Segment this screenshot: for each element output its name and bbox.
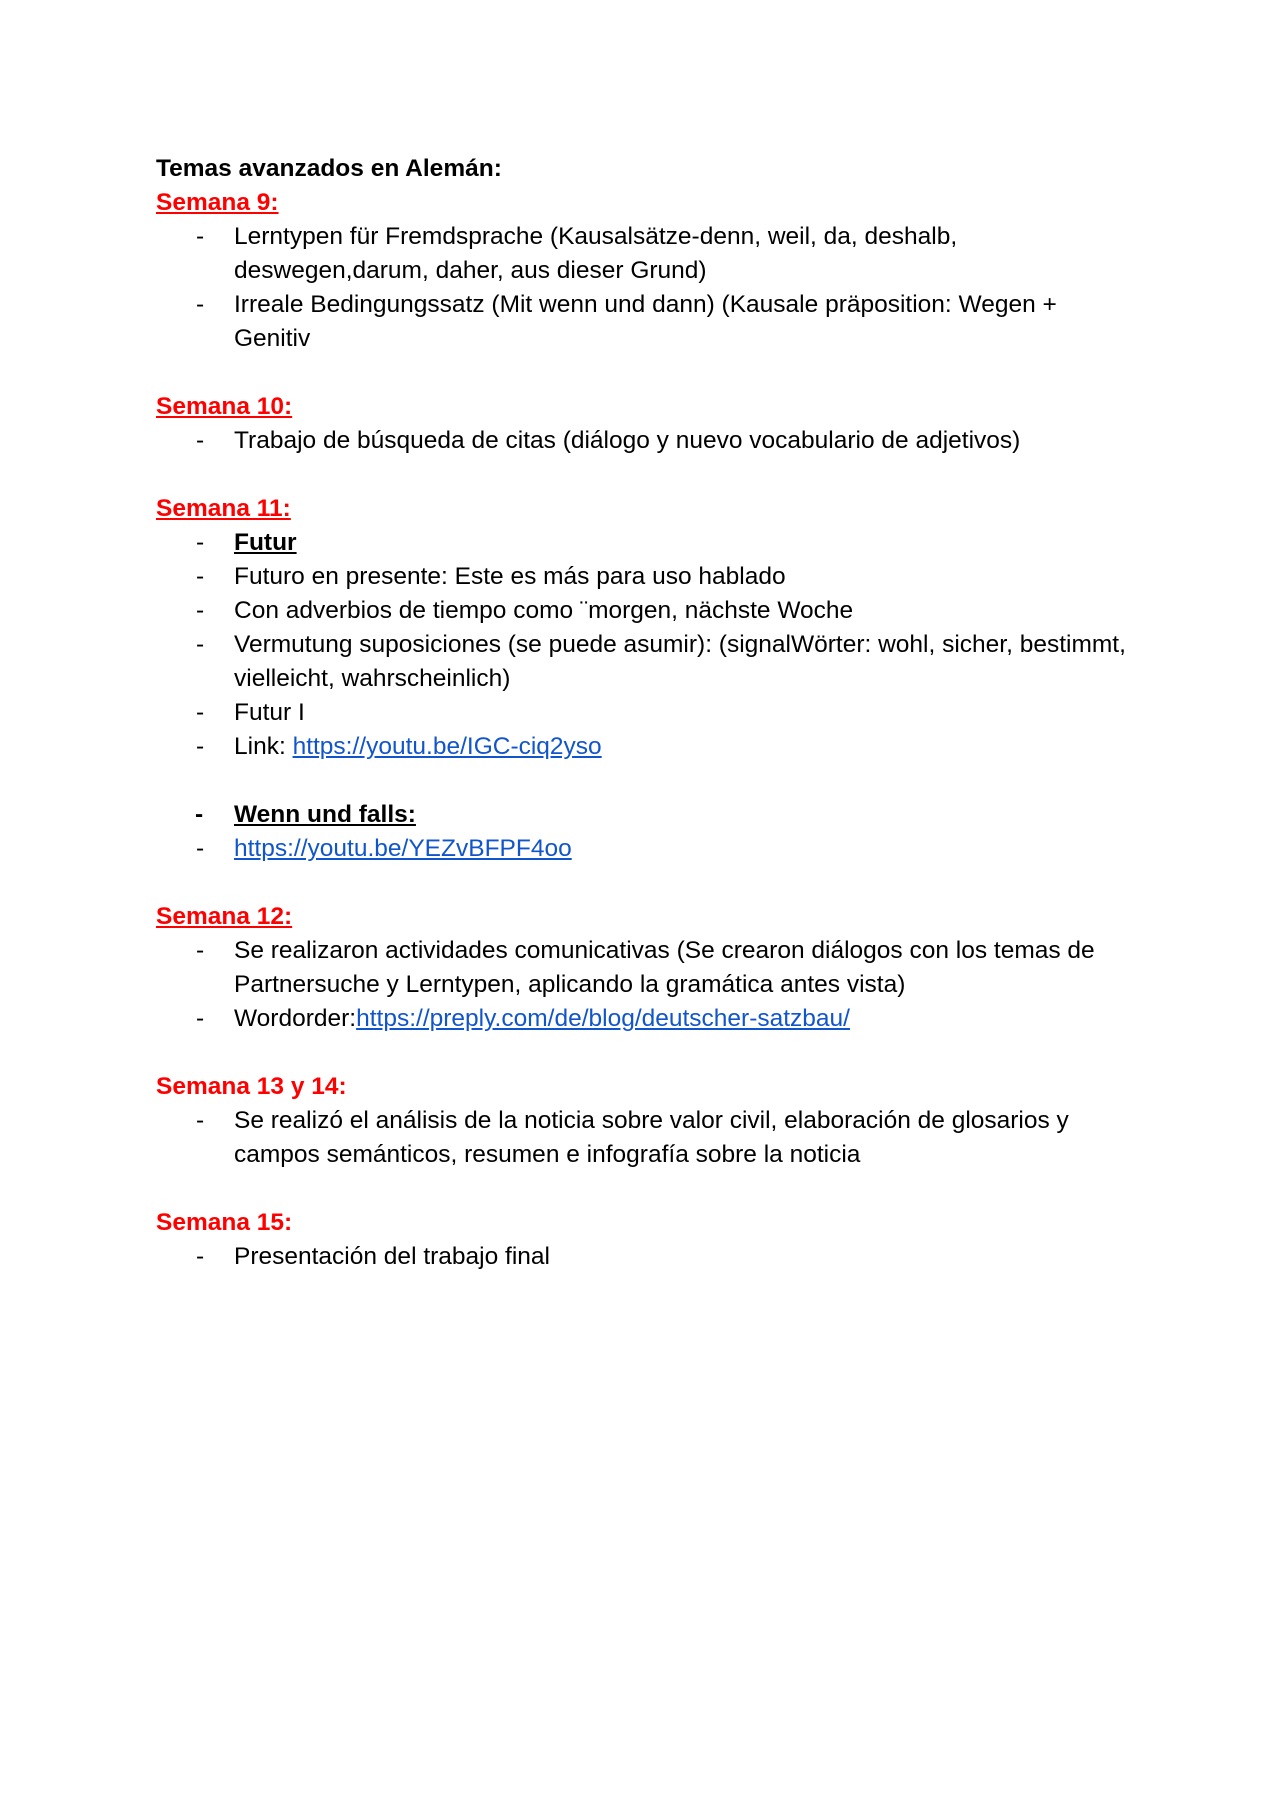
bullet-dash: - <box>196 563 205 590</box>
spacer <box>156 866 1136 900</box>
spacer <box>156 458 1136 492</box>
futur-label: Futur <box>234 529 297 556</box>
document-title: Temas avanzados en Alemán: <box>156 155 502 182</box>
bullet-dash: - <box>196 597 205 624</box>
week-11-list <box>156 526 1136 764</box>
list-item-text: Trabajo de búsqueda de citas (diálogo y nuevo vocabulario de adjetivos) <box>234 427 1021 454</box>
week-12-heading: Semana 12: <box>156 903 293 930</box>
list-item <box>156 220 1136 288</box>
spacer <box>156 764 1136 798</box>
week-13-14-heading: Semana 13 y 14: <box>156 1073 347 1100</box>
week-11-section <box>156 492 1136 866</box>
preply-link[interactable]: https://preply.com/de/blog/deutscher-satzbau/ <box>356 1005 850 1032</box>
week-9-section <box>156 186 1136 356</box>
list-item <box>156 934 1136 1002</box>
week-12-list <box>156 934 1136 1036</box>
week-10-heading: Semana 10: <box>156 393 293 420</box>
list-item-text: Irreale Bedingungssatz (Mit wenn und dann) (Kausale präposition: Wegen + Genitiv <box>234 291 1057 352</box>
list-item <box>156 696 1136 730</box>
list-item <box>156 560 1136 594</box>
list-item-text: Vermutung suposiciones (se puede asumir): (signalWörter: wohl, sicher, bestimmt, vielleicht, wahrscheinlich) <box>234 631 1126 692</box>
wenn-list <box>156 798 1136 866</box>
bullet-dash: - <box>196 223 205 250</box>
week-10-section <box>156 390 1136 458</box>
link-prefix: Link: <box>234 733 293 760</box>
list-item-text: Se realizaron actividades comunicativas (Se crearon diálogos con los temas de Partnersuche y Lerntypen, aplicando la gramática antes vista) <box>234 937 1095 998</box>
list-item <box>156 1104 1136 1172</box>
week-15-list <box>156 1240 1136 1274</box>
list-item-text: Presentación del trabajo final <box>234 1243 550 1270</box>
bullet-dash: - <box>196 427 205 454</box>
list-item <box>156 424 1136 458</box>
list-item <box>156 628 1136 696</box>
week-15-heading: Semana 15: <box>156 1209 293 1236</box>
spacer <box>156 1036 1136 1070</box>
bullet-dash: - <box>196 1005 205 1032</box>
bullet-dash: - <box>196 733 205 760</box>
bullet-dash: - <box>196 699 205 726</box>
list-item-text: Futuro en presente: Este es más para uso hablado <box>234 563 786 590</box>
week-13-14-section <box>156 1070 1136 1172</box>
spacer <box>156 1172 1136 1206</box>
week-9-list <box>156 220 1136 356</box>
bullet-dash: - <box>195 801 204 828</box>
week-10-list <box>156 424 1136 458</box>
wenn-label: Wenn und falls: <box>234 801 416 828</box>
week-13-14-list <box>156 1104 1136 1172</box>
list-item <box>156 730 1136 764</box>
bullet-dash: - <box>196 1243 205 1270</box>
bullet-dash: - <box>196 937 205 964</box>
youtube-link-wenn[interactable]: https://youtu.be/YEZvBFPF4oo <box>234 835 572 862</box>
list-item-text: Con adverbios de tiempo como ¨morgen, nächste Woche <box>234 597 854 624</box>
list-item <box>156 594 1136 628</box>
list-item <box>156 832 1136 866</box>
week-15-section <box>156 1206 1136 1274</box>
wordorder-prefix: Wordorder: <box>234 1005 357 1032</box>
week-12-section <box>156 900 1136 1036</box>
week-9-heading: Semana 9: <box>156 189 279 216</box>
list-item <box>156 526 1136 560</box>
list-item <box>156 1002 1136 1036</box>
list-item <box>156 798 1136 832</box>
bullet-dash: - <box>196 835 205 862</box>
list-item-text: Futur I <box>234 699 305 726</box>
bullet-dash: - <box>196 529 205 556</box>
week-11-heading: Semana 11: <box>156 495 291 522</box>
document-page <box>156 152 1136 1274</box>
spacer <box>156 356 1136 390</box>
bullet-dash: - <box>196 291 205 318</box>
list-item <box>156 1240 1136 1274</box>
bullet-dash: - <box>196 1107 205 1134</box>
list-item <box>156 288 1136 356</box>
youtube-link-futur[interactable]: https://youtu.be/IGC-ciq2yso <box>292 733 602 760</box>
list-item-text: Lerntypen für Fremdsprache (Kausalsätze-denn, weil, da, deshalb, deswegen,darum, daher, aus dieser Grund) <box>234 223 958 284</box>
bullet-dash: - <box>196 631 205 658</box>
list-item-text: Se realizó el análisis de la noticia sobre valor civil, elaboración de glosarios y campos semánticos, resumen e infografía sobre la noticia <box>234 1107 1069 1168</box>
